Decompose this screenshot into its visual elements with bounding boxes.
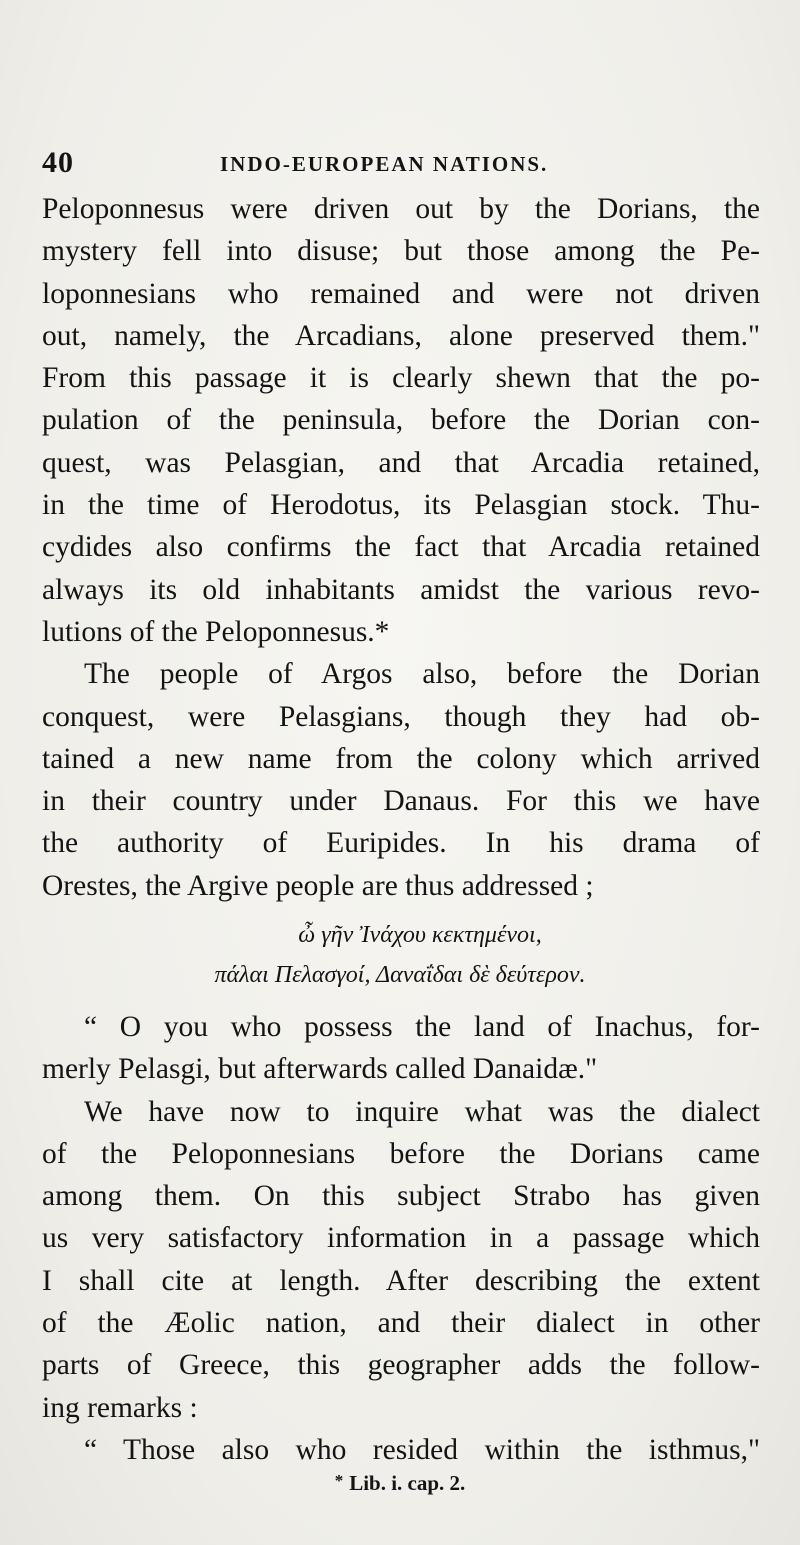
body-text-bottom <box>42 1006 760 1471</box>
text-line: merly Pelasgi, but afterwards called Danaidæ." <box>42 1053 598 1086</box>
text-line: We have now to inquire what was the dialect <box>84 1095 760 1128</box>
text-line: parts of Greece, this geographer adds the follow- <box>42 1349 760 1382</box>
text-line: “ Those also who resided within the isthmus," <box>84 1433 760 1466</box>
text-line: the authority of Euripides. In his drama of <box>42 827 760 860</box>
text-line: I shall cite at length. After describing the extent <box>42 1264 760 1297</box>
text-line: us very satisfactory information in a passage which <box>42 1222 760 1255</box>
text-line: Orestes, the Argive people are thus addressed ; <box>42 869 594 902</box>
text-line: tained a new name from the colony which arrived <box>42 742 760 775</box>
text-line: conquest, were Pelasgians, though they had ob- <box>42 700 760 733</box>
greek-verse-line-2: πάλαι Πελασγοί, Δαναΐδαι δὲ δεύτερον. <box>214 962 586 988</box>
footnote-text: Lib. i. cap. 2. <box>349 1471 466 1495</box>
text-line: among them. On this subject Strabo has given <box>42 1180 760 1213</box>
text-line: in their country under Danaus. For this we have <box>42 785 760 818</box>
footnote-mark: * <box>334 1471 344 1490</box>
text-line: lutions of the Peloponnesus.* <box>42 615 390 648</box>
text-line: of the Peloponnesians before the Dorians came <box>42 1137 760 1170</box>
running-head: INDO-EUROPEAN NATIONS. <box>220 152 549 176</box>
text-line: always its old inhabitants amidst the various revo- <box>42 573 760 606</box>
body-text-top <box>42 188 760 907</box>
text-line: “ O you who possess the land of Inachus, for- <box>84 1011 760 1043</box>
text-line: of the Æolic nation, and their dialect in other <box>42 1307 760 1340</box>
text-line: The people of Argos also, before the Dorian <box>84 658 760 691</box>
text-line: Peloponnesus were driven out by the Dorians, the <box>42 193 760 225</box>
text-line: From this passage it is clearly shewn that the po- <box>42 362 760 395</box>
page-number: 40 <box>42 146 74 179</box>
text-line: out, namely, the Arcadians, alone preserved them." <box>42 319 760 352</box>
footnote <box>0 1471 800 1496</box>
text-line: in the time of Herodotus, its Pelasgian stock. Thu- <box>42 489 760 522</box>
text-line: quest, was Pelasgian, and that Arcadia retained, <box>42 446 760 479</box>
text-line: mystery fell into disuse; but those among the Pe- <box>42 235 760 268</box>
text-line: cydides also confirms the fact that Arcadia retained <box>42 531 760 564</box>
page-header <box>42 146 762 186</box>
greek-verse-line-1: ὦ γῆν Ἰνάχου κεκτημένοι, <box>298 922 542 948</box>
text-line: pulation of the peninsula, before the Dorian con- <box>42 404 760 437</box>
text-line: ing remarks : <box>42 1391 198 1424</box>
text-line: loponnesians who remained and were not driven <box>42 277 760 310</box>
